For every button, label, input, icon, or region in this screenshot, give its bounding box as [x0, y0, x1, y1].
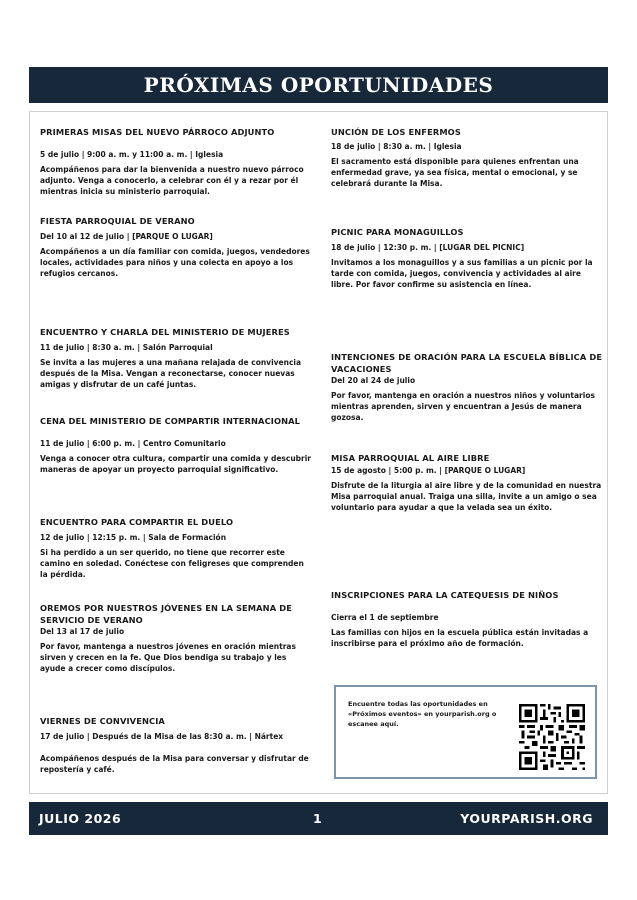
event-title: PICNIC PARA MONAGUILLOS: [331, 227, 464, 237]
event-date: 12 de julio | 12:15 p. m. | Sala de Formación: [40, 533, 227, 542]
event-date: 11 de julio | 6:00 p. m. | Centro Comunitario: [40, 439, 226, 448]
event-date: Cierra el 1 de septiembre: [331, 613, 439, 622]
event-description: Por favor, mantenga a nuestros jóvenes en oración mientras sirven y crecen en la fe. Que Dios bendiga su trabajo y les ayude a crecer como discípulos.: [40, 642, 296, 673]
event-outdoor-mass: [331, 452, 603, 513]
event-title: OREMOS POR NUESTROS JÓVENES EN LA SEMANA DE SERVICIO DE VERANO: [40, 603, 292, 625]
event-title: FIESTA PARROQUIAL DE VERANO: [40, 216, 195, 226]
event-grief-sharing: [40, 516, 312, 580]
event-anointing-sick: [331, 126, 603, 189]
event-description: Por favor, mantenga en oración a nuestros niños y voluntarios mientras aprenden, sirven y encuentran a Jesús de manera gozosa.: [331, 391, 595, 422]
event-international-dinner: [40, 415, 312, 475]
promo-text: Encuentre todas las oportunidades en «Próximos eventos» en yourparish.org o escanee aquí.: [348, 700, 497, 728]
event-title: ENCUENTRO Y CHARLA DEL MINISTERIO DE MUJERES: [40, 327, 290, 337]
event-fellowship-friday: [40, 715, 312, 775]
event-description: Las familias con hijos en la escuela pública están invitadas a inscribirse para el próximo año de formación.: [331, 628, 589, 648]
event-youth-service-week: [40, 602, 312, 674]
event-description: Se invita a las mujeres a una mañana relajada de convivencia después de la Misa. Vengan a reconectarse, conocer nuevas amigas y disfrutar de un café juntas.: [40, 358, 302, 389]
event-description: Acompáñenos después de la Misa para conversar y disfrutar de repostería y café.: [40, 754, 309, 774]
event-description: Acompáñenos para dar la bienvenida a nuestro nuevo párroco adjunto. Venga a conocerlo, a celebrar con él y a rezar por él mientras inicia su ministerio parroquial.: [40, 165, 304, 196]
event-altar-server-picnic: [331, 226, 603, 290]
event-summer-festival: [40, 215, 312, 279]
event-date: 11 de julio | 8:30 a. m. | Salón Parroquial: [40, 343, 213, 352]
event-title: UNCIÓN DE LOS ENFERMOS: [331, 127, 461, 137]
event-womens-ministry: [40, 326, 312, 390]
event-date: Del 20 al 24 de julio: [331, 376, 416, 385]
event-date: Del 13 al 17 de julio: [40, 627, 125, 636]
footer-page-number: 1: [313, 811, 323, 826]
event-title: INTENCIONES DE ORACIÓN PARA LA ESCUELA BÍBLICA DE VACACIONES: [331, 352, 603, 374]
event-date: Del 10 al 12 de julio | [PARQUE O LUGAR]: [40, 232, 213, 241]
event-title: ENCUENTRO PARA COMPARTIR EL DUELO: [40, 517, 234, 527]
event-date: 17 de julio | Después de la Misa de las 8:30 a. m. | Nártex: [40, 732, 284, 741]
footer-website[interactable]: YOURPARISH.ORG: [460, 811, 593, 826]
event-date: 18 de julio | 12:30 p. m. | [LUGAR DEL PICNIC]: [331, 243, 525, 252]
qr-code-icon[interactable]: [519, 704, 585, 774]
event-date: 5 de julio | 9:00 a. m. y 11:00 a. m. | Iglesia: [40, 150, 224, 159]
page-footer: [29, 802, 608, 835]
footer-month: JULIO 2026: [39, 811, 122, 826]
event-title: INSCRIPCIONES PARA LA CATEQUESIS DE NIÑOS: [331, 590, 559, 600]
event-vbs-prayer: [331, 351, 603, 423]
event-description: El sacramento está disponible para quienes enfrentan una enfermedad grave, ya sea física, mental o emocional, y se celebrará durante la Misa.: [331, 157, 579, 188]
event-description: Venga a conocer otra cultura, compartir una comida y descubrir maneras de apoyar un proyecto parroquial significativo.: [40, 454, 311, 474]
page-header: [29, 67, 608, 103]
event-catechesis-registration: [331, 589, 603, 649]
event-date: 15 de agosto | 5:00 p. m. | [PARQUE O LUGAR]: [331, 466, 526, 475]
event-title: MISA PARROQUIAL AL AIRE LIBRE: [331, 453, 490, 463]
event-description: Acompáñenos a un día familiar con comida, juegos, vendedores locales, actividades para niños y una colecta en apoyo a los refugios cercanos.: [40, 247, 310, 278]
events-promo-box: [334, 685, 597, 779]
event-description: Si ha perdido a un ser querido, no tiene que recorrer este camino en soledad. Conéctese con feligreses que comprenden la pérdida.: [40, 548, 304, 579]
page-title: PRÓXIMAS OPORTUNIDADES: [143, 73, 494, 97]
event-date: 18 de julio | 8:30 a. m. | Iglesia: [331, 142, 462, 151]
event-description: Invitamos a los monaguillos y a sus familias a un picnic por la tarde con comida, juegos, convivencia y actividades al aire libre. Por favor confirme su asistencia en línea.: [331, 258, 593, 289]
event-description: Disfrute de la liturgia al aire libre y de la comunidad en nuestra Misa parroquial anual. Traiga una silla, invite a un amigo o sea voluntario para ayudar a que la velada sea un éxito.: [331, 481, 602, 512]
event-title: VIERNES DE CONVIVENCIA: [40, 716, 165, 726]
event-title: CENA DEL MINISTERIO DE COMPARTIR INTERNACIONAL: [40, 416, 301, 426]
event-new-priest-masses: [40, 126, 312, 197]
event-title: PRIMERAS MISAS DEL NUEVO PÁRROCO ADJUNTO: [40, 127, 275, 137]
